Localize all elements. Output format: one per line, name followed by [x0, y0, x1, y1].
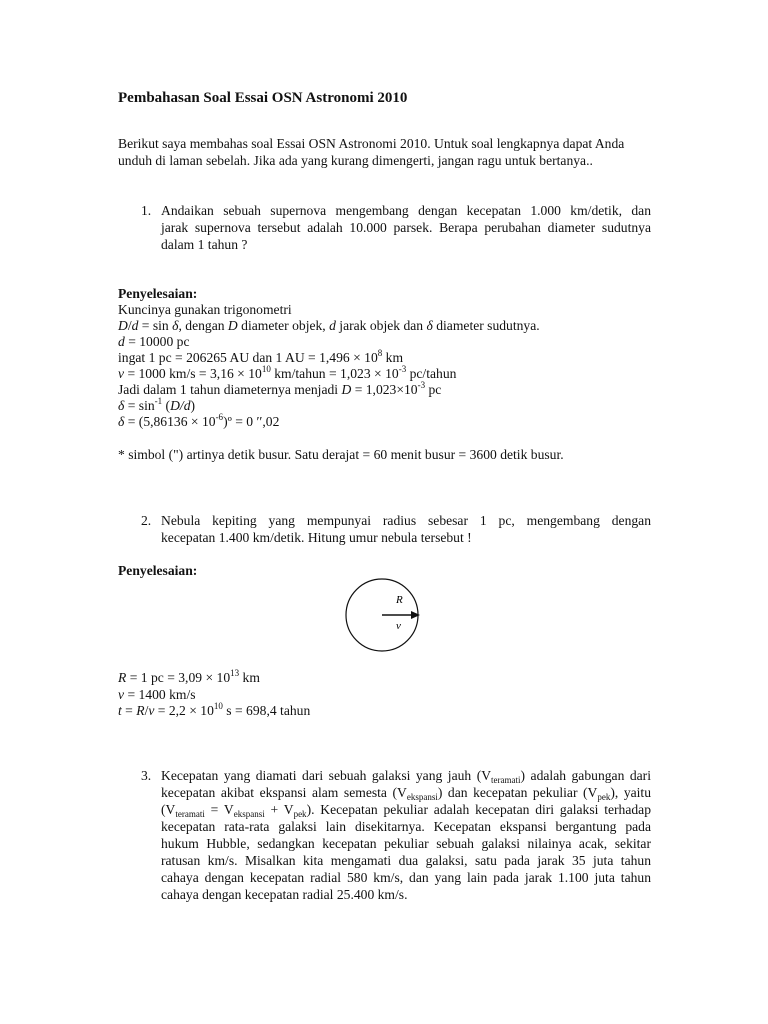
solution-1-note: * simbol (") artinya detik busur. Satu derajat = 60 menit busur = 3600 detik busur. [118, 447, 564, 462]
solution-1-line-3: d = 10000 pc [118, 334, 190, 349]
radius-label: R [396, 594, 403, 606]
page-title: Pembahasan Soal Essai OSN Astronomi 2010 [118, 90, 408, 106]
question-1-number: 1. [141, 203, 152, 218]
solution-2-line-1: R = 1 pc = $3,09 \times 10^{13}$ km [118, 668, 260, 685]
solution-2-line-2: v = 1400 km/s [118, 687, 196, 702]
solution-1-heading: Penyelesaian: [118, 286, 198, 301]
question-1-line-2: jarak supernova tersebut adalah 10.000 parsek. Berapa perubahan diameter sudutnya [161, 220, 651, 235]
question-3-line-6: ratusan km/s. Misalkan kita mengamati dua galaksi, satu pada jarak 35 juta tahun [161, 853, 651, 868]
question-2-line-2: kecepatan 1.400 km/detik. Hitung umur nebula tersebut ! [161, 530, 472, 545]
question-3-line-7: cahaya dengan kecepatan radial 580 km/s, dan yang lain pada jarak 1.100 juta tahun [161, 870, 651, 885]
solution-1-line-6: Jadi dalam 1 tahun diameternya menjadi $D = 1,023\times 10^{-3}$ pc [118, 380, 442, 397]
solution-1-line-4: ingat 1 pc = 206265 AU dan 1 AU = $1,496 \times 10^8$ km [118, 348, 404, 365]
question-3-number: 3. [141, 768, 152, 783]
solution-2-line-3: $t = R/v = 2,2 \times 10^{10}$ s = 698,4 tahun [118, 701, 311, 718]
question-3-line-5: hukum Hubble, sedangkan kecepatan pekuliar sebuah galaksi nilainya acak, sekitar [161, 836, 651, 851]
solution-2-heading: Penyelesaian: [118, 563, 198, 578]
intro-line-1: Berikut saya membahas soal Essai OSN Astronomi 2010. Untuk soal lengkapnya dapat Anda [118, 136, 625, 151]
velocity-label: v [396, 620, 401, 632]
intro-line-2: unduh di laman sebelah. Jika ada yang kurang dimengerti, jangan ragu untuk bertanya.. [118, 153, 593, 168]
question-3-line-2: kecepatan akibat ekspansi alam semesta $(V_{ekspansi})$ dan kecepatan pekuliar $(V_{pek})$, yaitu [161, 785, 651, 802]
solution-1-line-5: v = 1000 $km/s = 3,16 \times 10^{10}$ km/tahun = $1,023 \times 10^{-3}$ pc/tahun [118, 364, 457, 381]
question-2-line-1: Nebula kepiting yang mempunyai radius sebesar 1 pc, mengembang dengan [161, 513, 651, 528]
question-3-line-8: cahaya dengan kecepatan radial 25.400 km/s. [161, 887, 408, 902]
solution-1-line-8: $\delta = (5,86136 \times 10^{-6})º = 0$ ′′,02 [118, 412, 280, 429]
question-1-line-1: Andaikan sebuah supernova mengembang dengan kecepatan 1.000 km/detik, dan [161, 203, 651, 218]
solution-1-line-1: Kuncinya gunakan trigonometri [118, 302, 292, 317]
radius-arrowhead [411, 611, 420, 619]
question-3-line-1: Kecepatan yang diamati dari sebuah galaksi yang jauh $(V_{teramati})$ adalah gabungan dari [161, 768, 651, 785]
question-3-line-4: kecepatan rata-rata galaksi lain disekitarnya. Kecepatan ekspansi bergantung pada [161, 819, 651, 834]
question-1-line-3: dalam 1 tahun ? [161, 237, 248, 252]
question-2-number: 2. [141, 513, 152, 528]
solution-1-line-2: D/d = sin δ, dengan D diameter objek, d jarak objek dan δ diameter sudutnya. [118, 318, 540, 333]
question-3-line-3: $(V_{teramati} = V_{ekspansi} + V_{pek})$. Kecepatan pekuliar adalah kecepatan diri galaksi terhadap [161, 802, 651, 819]
nebula-radius-figure [340, 574, 432, 658]
solution-1-line-7: $\delta = \sin^{-1} (D/d)$ [118, 396, 196, 413]
